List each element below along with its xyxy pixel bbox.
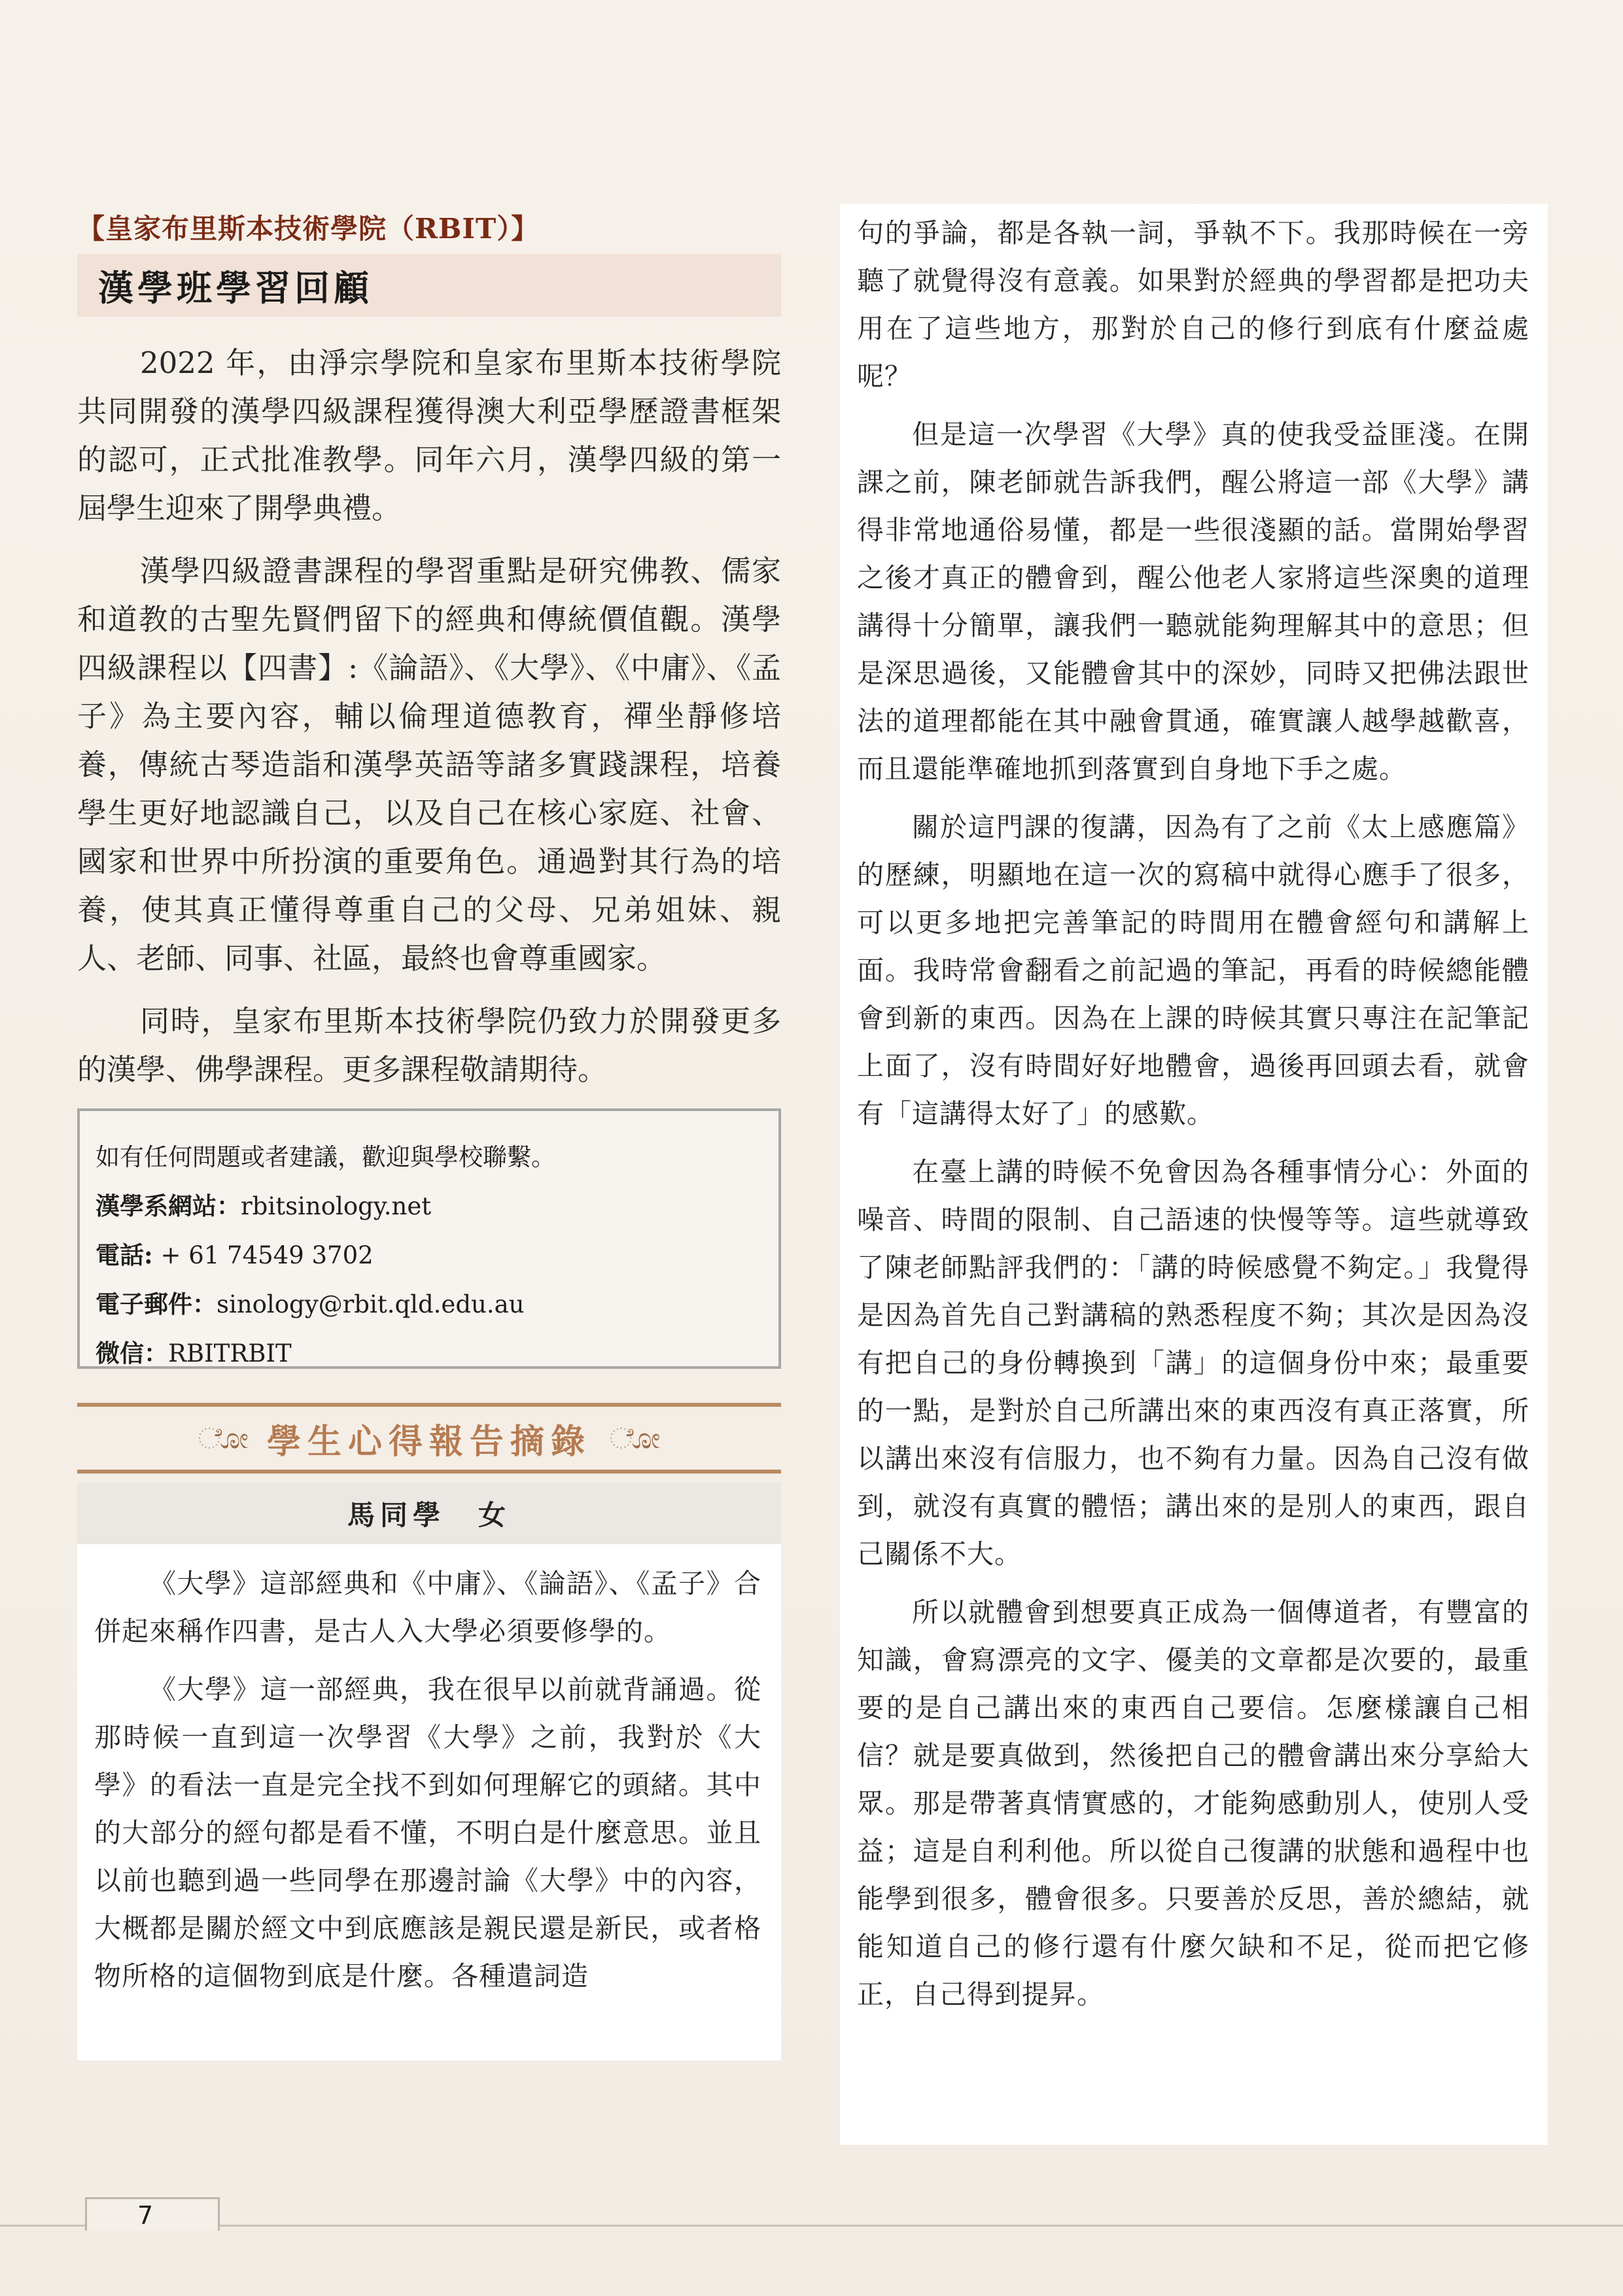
wechat-value: RBITRBIT bbox=[168, 1339, 292, 1368]
author-name: 馬同學 女 bbox=[347, 1499, 511, 1531]
school-name: 【皇家布里斯本技術學院（RBIT）】 bbox=[77, 213, 540, 245]
section-header bbox=[77, 1403, 781, 1474]
essay-paragraph: 所以就體會到想要真正成為一個傳道者，有豐富的知識，會寫漂亮的文字、優美的文章都是次要的，最重要的是自己講出來的東西自己要信。怎麼樣讓自己相信？就是要真做到，然後把自己的體會講出來分享給大眾。那是帶著真情實感的，才能夠感動別人，使別人受益；這是自利利他。所以從自己復講的狀態和過程中也能學到很多，體會很多。只要善於反思，善於總結，就能知道自己的修行還有什麼欠缺和不足，從而把它修正，自己得到提昇。 bbox=[857, 1597, 1529, 2010]
essay-paragraph: 但是這一次學習《大學》真的使我受益匪淺。在開課之前，陳老師就告訴我們，醒公將這一部《大學》講得非常地通俗易懂，都是一些很淺顯的話。當開始學習之後才真正的體會到，醒公他老人家將這些深奧的道理講得十分簡單，讓我們一聽就能夠理解其中的意思；但是深思過後，又能體會其中的深妙，同時又把佛法跟世法的道理都能在其中融會貫通，確實讓人越學越歡喜，而且還能準確地抓到落實到自身地下手之處。 bbox=[857, 419, 1529, 785]
email-label: 電子郵件： bbox=[96, 1290, 217, 1318]
essay-paragraph: 在臺上講的時候不免會因為各種事情分心：外面的噪音、時間的限制、自己語速的快慢等等。這些就導致了陳老師點評我們的：「講的時候感覺不夠定。」我覺得是因為首先自己對講稿的熟悉程度不夠；其次是因為沒有把自己的身份轉換到「講」的這個身份中來；最重要的一點，是對於自己所講出來的東西沒有真正落實，所以講出來沒有信服力，也不夠有力量。因為自己沒有做到，就沒有真實的體悟；講出來的是別人的東西，跟自己關係不大。 bbox=[857, 1156, 1529, 1570]
contact-phone bbox=[96, 1231, 763, 1280]
section-title: 學生心得報告摘錄 bbox=[266, 1421, 591, 1462]
phone-value: + 61 74549 3702 bbox=[160, 1241, 374, 1269]
essay-paragraph: 《大學》這部經典和《中庸》、《論語》、《孟子》合併起來稱作四書，是古人入大學必須要修學的。 bbox=[94, 1568, 761, 1647]
wechat-label: 微信： bbox=[96, 1339, 168, 1368]
footer-rule bbox=[0, 2225, 1623, 2227]
phone-label: 電話: bbox=[96, 1241, 153, 1269]
page-number: 7 bbox=[137, 2201, 154, 2230]
left-column bbox=[77, 209, 781, 2060]
intro-paragraph: 漢學四級證書課程的學習重點是研究佛教、儒家和道教的古聖先賢們留下的經典和傳統價值觀。漢學四級課程以【四書】:《論語》、《大學》、《中庸》、《孟子》為主要內容，輔以倫理道德教育，禪坐靜修培養，傳統古琴造詣和漢學英語等諸多實踐課程，培養學生更好地認識自己，以及自己在核心家庭、社會、國家和世界中所扮演的重要角色。通過對其行為的培養，使其真正懂得尊重自己的父母、兄弟姐妹、親人、老師、同事、社區，最終也會尊重國家。 bbox=[77, 554, 781, 976]
essay-paragraph: 關於這門課的復講，因為有了之前《太上感應篇》的歷練，明顯地在這一次的寫稿中就得心應手了很多，可以更多地把完善筆記的時間用在體會經句和講解上面。我時常會翻看之前記過的筆記，再看的時候總能體會到新的東西。因為在上課的時候其實只專注在記筆記上面了，沒有時間好好地體會，過後再回頭去看，就會有「這講得太好了」的感歎。 bbox=[857, 811, 1529, 1129]
contact-intro: 如有任何問題或者建議，歡迎與學校聯繫。 bbox=[96, 1143, 555, 1171]
essay-left bbox=[77, 1544, 781, 2060]
website-label: 漢學系網站： bbox=[96, 1192, 241, 1220]
intro-paragraph: 同時，皇家布里斯本技術學院仍致力於開發更多的漢學、佛學課程。更多課程敬請期待。 bbox=[77, 1004, 781, 1087]
intro-paragraph: 2022 年，由淨宗學院和皇家布里斯本技術學院共同開發的漢學四級課程獲得澳大利亞學歷證書框架的認可，正式批准教學。同年六月，漢學四級的第一屆學生迎來了開學典禮。 bbox=[77, 345, 781, 525]
contact-website bbox=[96, 1182, 763, 1231]
ornament-left-icon: ೋ bbox=[198, 1421, 249, 1455]
website-link[interactable]: rbitsinology.net bbox=[241, 1192, 432, 1220]
right-column bbox=[840, 204, 1548, 2145]
essay-paragraph: 《大學》這一部經典，我在很早以前就背誦過。從那時候一直到這一次學習《大學》之前，我對於《大學》的看法一直是完全找不到如何理解它的頭緒。其中的大部分的經句都是看不懂，不明白是什麼意思。並且以前也聽到過一些同學在那邊討論《大學》中的內容，大概都是關於經文中到底應該是親民還是新民，或者格物所格的這個物到底是什麼。各種遣詞造 bbox=[94, 1674, 761, 1992]
intro-section bbox=[77, 339, 781, 1094]
contact-email bbox=[96, 1280, 763, 1329]
ornament-right-icon: ೋ bbox=[610, 1421, 661, 1455]
essay-paragraph-continued: 句的爭論，都是各執一詞，爭執不下。我那時候在一旁聽了就覺得沒有意義。如果對於經典的學習都是把功夫用在了這些地方，那對於自己的修行到底有什麼益處呢？ bbox=[857, 217, 1529, 392]
author-bar bbox=[77, 1483, 781, 1544]
page-title: 漢學班學習回顧 bbox=[98, 266, 373, 309]
contact-box bbox=[77, 1108, 781, 1369]
email-link[interactable]: sinology@rbit.qld.edu.au bbox=[217, 1290, 525, 1318]
contact-wechat bbox=[96, 1329, 763, 1378]
title-banner bbox=[77, 254, 781, 317]
